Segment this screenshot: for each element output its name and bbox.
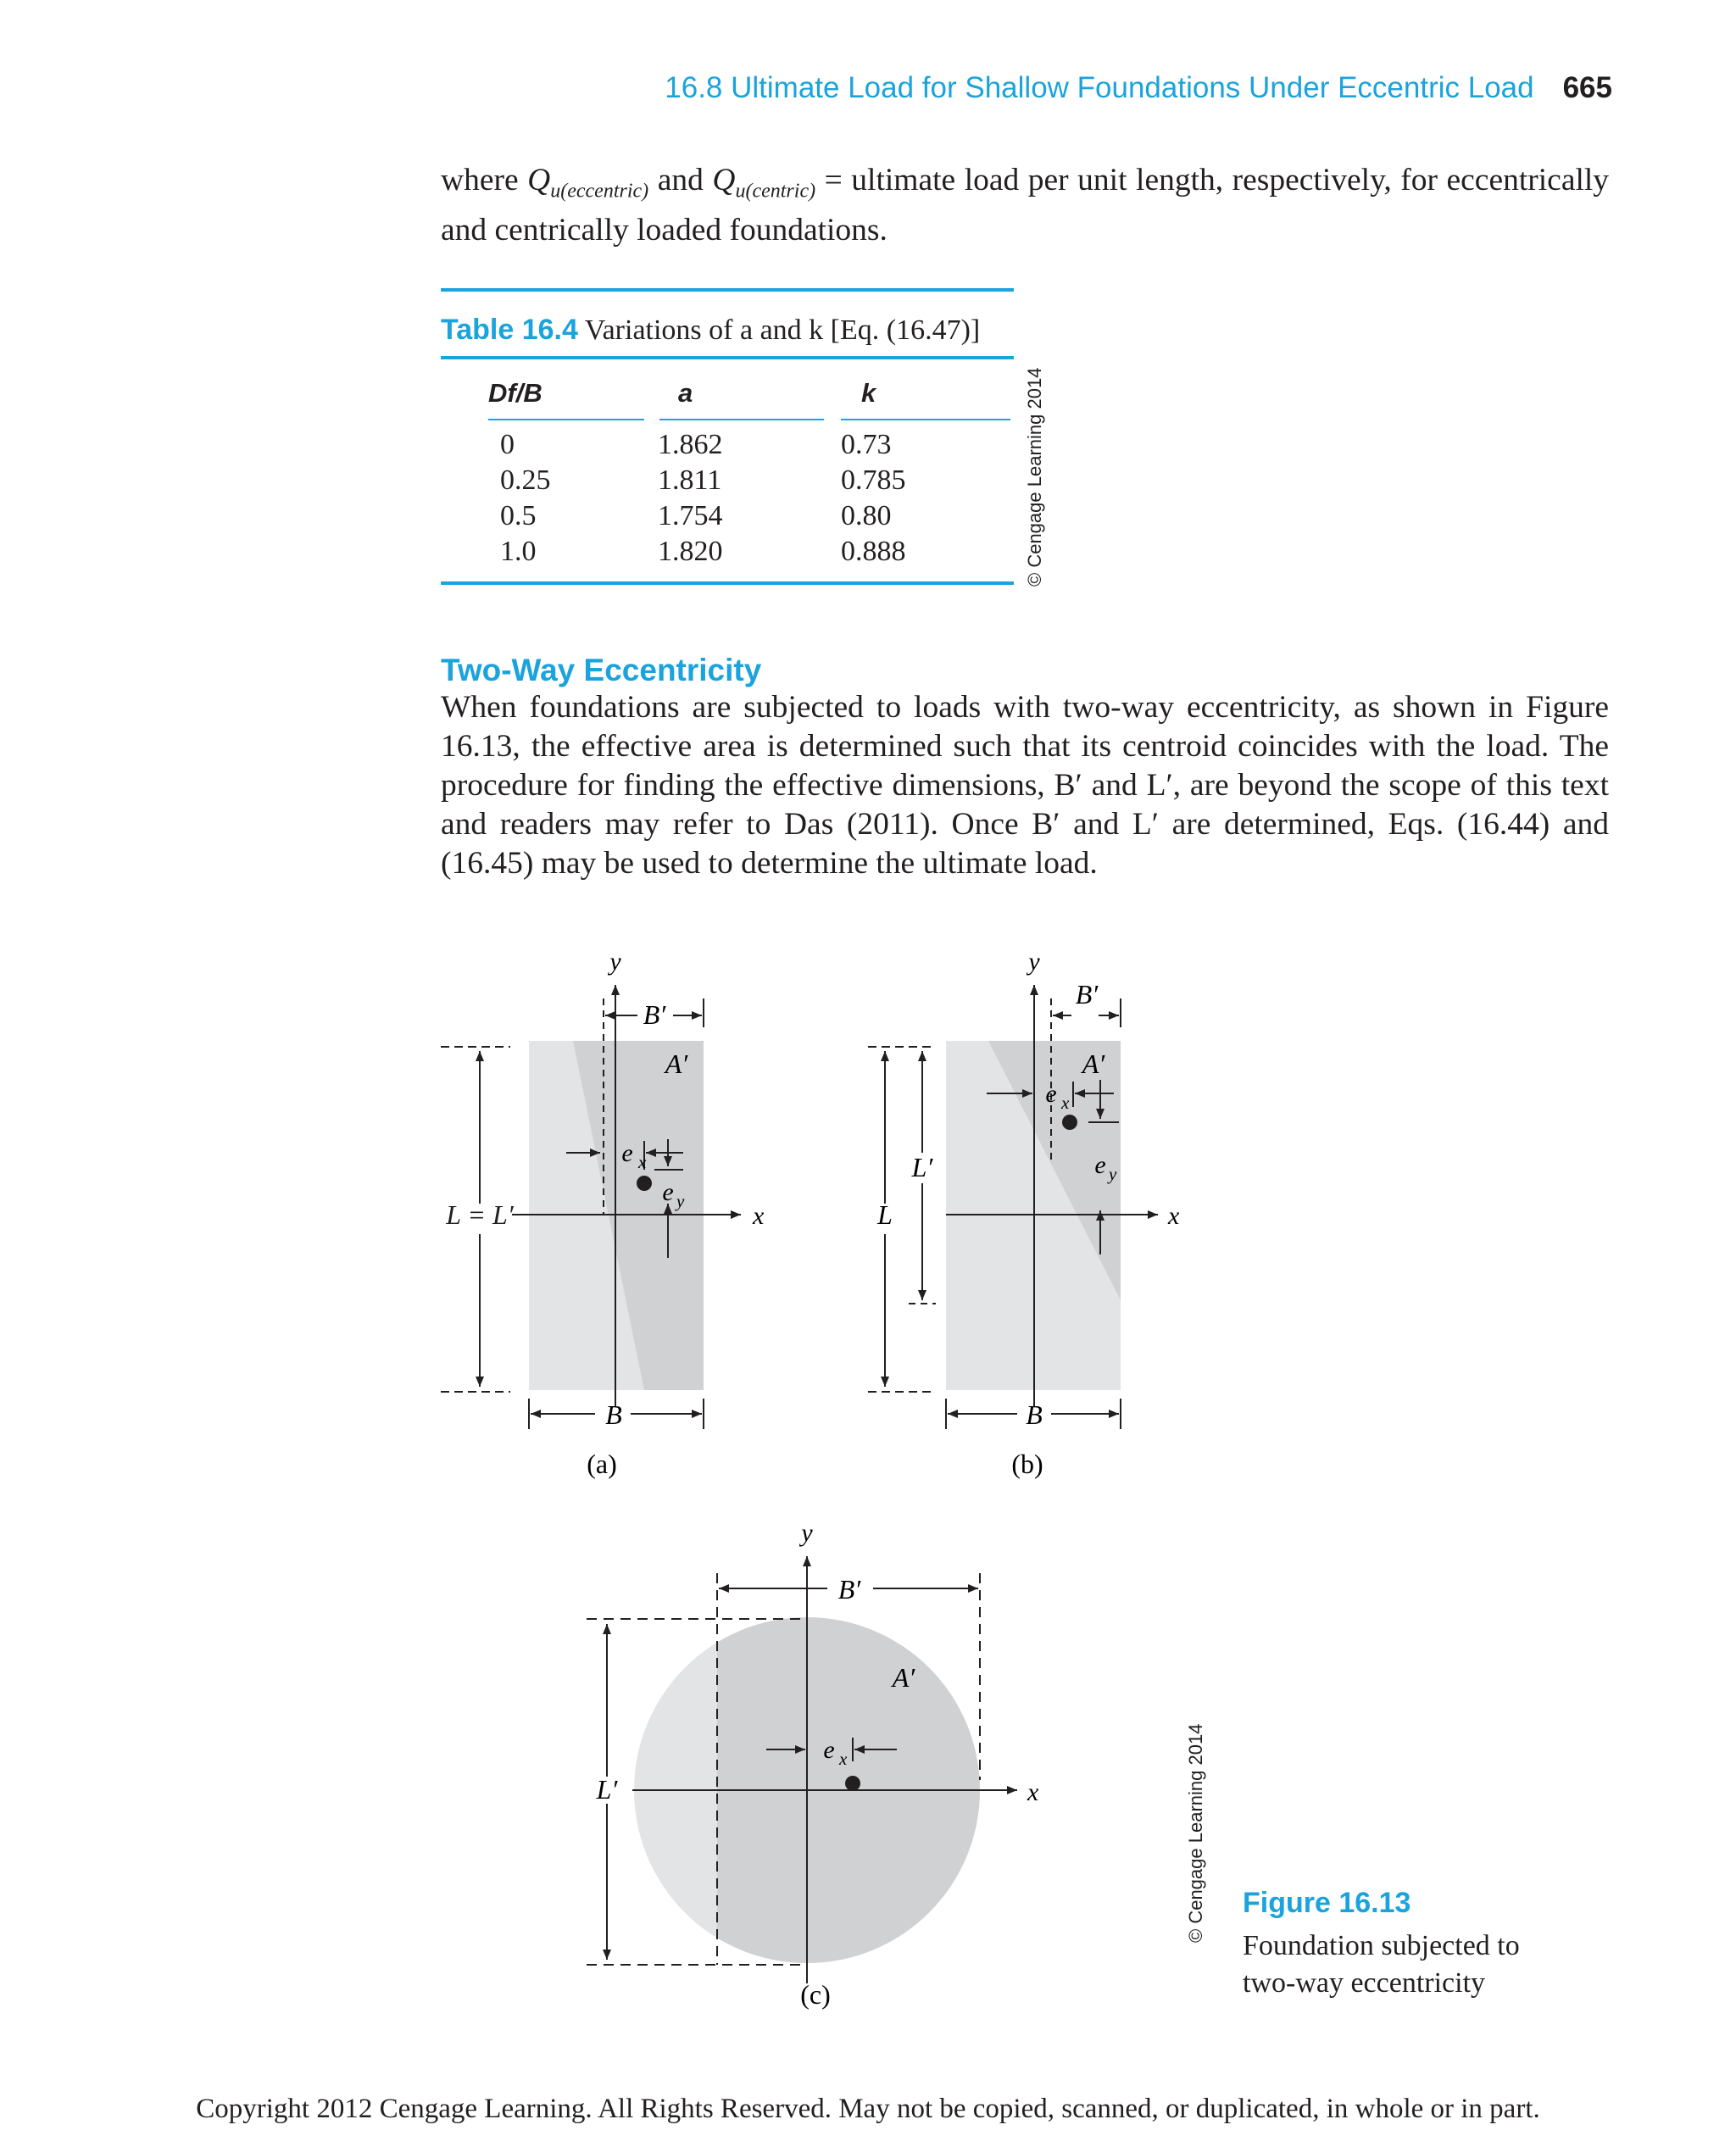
panel-a-caption: (a) xyxy=(587,1449,617,1479)
panel-a-load-point xyxy=(637,1176,652,1191)
table-header-k: k xyxy=(861,378,876,408)
section-body: When foundations are subjected to loads with two-way eccentricity, as shown in Figure 16.13, the effective area is determined such that its centroid coincides with the load. The procedure for finding the effective dimensions, B′ and L′, are beyond the scope of this text and readers may refer to Das (2011). Once B′ and L′ are determined, Eqs. (16.44) and (16.45) may be used to determine the ultimate load. xyxy=(441,690,1609,881)
q-symbol-2: Q xyxy=(712,163,736,197)
panel-b-ey-e: e xyxy=(1094,1151,1106,1179)
panel-c-x-label: x xyxy=(1027,1778,1039,1806)
panel-b-l-label: L xyxy=(877,1199,893,1230)
panel-b-b-label: B xyxy=(1026,1399,1043,1430)
panel-a-ex-sub: x xyxy=(638,1152,647,1172)
figure-credit: © Cengage Learning 2014 xyxy=(1185,1723,1206,1943)
panel-b xyxy=(868,948,1180,1479)
panel-c-a-prime: A′ xyxy=(892,1662,915,1693)
panel-c-l-prime: L′ xyxy=(596,1774,618,1805)
table-cell: 1.862 xyxy=(658,429,723,460)
table-cell: 1.0 xyxy=(500,536,537,567)
section-heading: Two-Way Eccentricity xyxy=(441,653,762,687)
copyright-footer: Copyright 2012 Cengage Learning. All Rights Reserved. May not be copied, scanned, or duplicated, in whole or in part. xyxy=(196,2094,1540,2124)
panel-a-l-eq-l-prime: L = L′ xyxy=(446,1199,514,1230)
table-cell: 0.25 xyxy=(500,464,551,496)
panel-a-ey-e: e xyxy=(662,1178,674,1206)
table-header-a: a xyxy=(678,378,693,408)
table-cell: 0.785 xyxy=(841,464,906,496)
panel-b-ex-e: e xyxy=(1045,1080,1057,1108)
intro-rest: = ultimate load per unit length, respectively, for eccentrically and centrically loaded foundations. xyxy=(441,163,1610,248)
table-credit: © Cengage Learning 2014 xyxy=(1024,367,1045,587)
page-number: 665 xyxy=(1562,71,1612,104)
table-cell: 0.73 xyxy=(841,429,892,460)
panel-b-l-prime: L′ xyxy=(911,1152,933,1182)
panel-b-ex-sub: x xyxy=(1061,1093,1070,1113)
figure-caption-label: Figure 16.13 xyxy=(1243,1887,1411,1919)
intro-and: and xyxy=(657,163,704,197)
panel-c-b-prime: B′ xyxy=(837,1574,861,1605)
panel-b-x-label: x xyxy=(1168,1202,1180,1230)
table-cell: 1.820 xyxy=(658,536,723,567)
panel-a-b-label: B xyxy=(605,1399,622,1430)
table-cell: 0.5 xyxy=(500,500,537,531)
panel-c-caption: (c) xyxy=(800,1979,831,2010)
panel-b-b-prime: B′ xyxy=(1075,979,1099,1010)
table-cell: 0 xyxy=(500,429,515,460)
panel-a xyxy=(441,948,765,1479)
panel-a-ex-e: e xyxy=(621,1139,633,1167)
panel-a-x-label: x xyxy=(753,1202,765,1230)
panel-c-ex-e: e xyxy=(823,1736,835,1764)
panel-a-a-prime: A′ xyxy=(665,1048,688,1079)
running-title: 16.8 Ultimate Load for Shallow Foundations Under Eccentric Load xyxy=(665,71,1534,104)
table-cell: 0.888 xyxy=(841,536,906,567)
panel-a-b-prime: B′ xyxy=(643,999,666,1030)
table-header-df-b: Df/B xyxy=(488,378,542,408)
panel-b-a-prime: A′ xyxy=(1082,1048,1105,1079)
panel-b-load-point xyxy=(1062,1115,1077,1130)
q-subscript-eccentric: u(eccentric) xyxy=(550,180,649,203)
table-cell: 1.811 xyxy=(658,464,722,496)
table-caption-text: Variations of a and k [Eq. (16.47)] xyxy=(584,314,981,346)
panel-b-caption: (b) xyxy=(1011,1449,1043,1479)
panel-c-y-label: y xyxy=(801,1519,813,1547)
panel-c xyxy=(587,1519,1039,2010)
panel-c-load-point xyxy=(845,1776,860,1791)
table-label: Table 16.4 xyxy=(441,314,578,346)
panel-b-y-label: y xyxy=(1028,948,1040,976)
figure-caption-text: Foundation subjected to two-way eccentricity xyxy=(1243,1930,1520,1999)
panel-c-ex-sub: x xyxy=(839,1749,848,1769)
table-cell: 0.80 xyxy=(841,500,892,531)
panel-b-ey-sub: y xyxy=(1109,1164,1117,1184)
panel-a-ey-sub: y xyxy=(676,1191,685,1211)
table-cell: 1.754 xyxy=(658,500,723,531)
panel-a-y-label: y xyxy=(609,948,621,976)
q-symbol-1: Q xyxy=(527,163,551,197)
intro-where: where xyxy=(441,163,519,197)
q-subscript-centric: u(centric) xyxy=(735,180,816,203)
